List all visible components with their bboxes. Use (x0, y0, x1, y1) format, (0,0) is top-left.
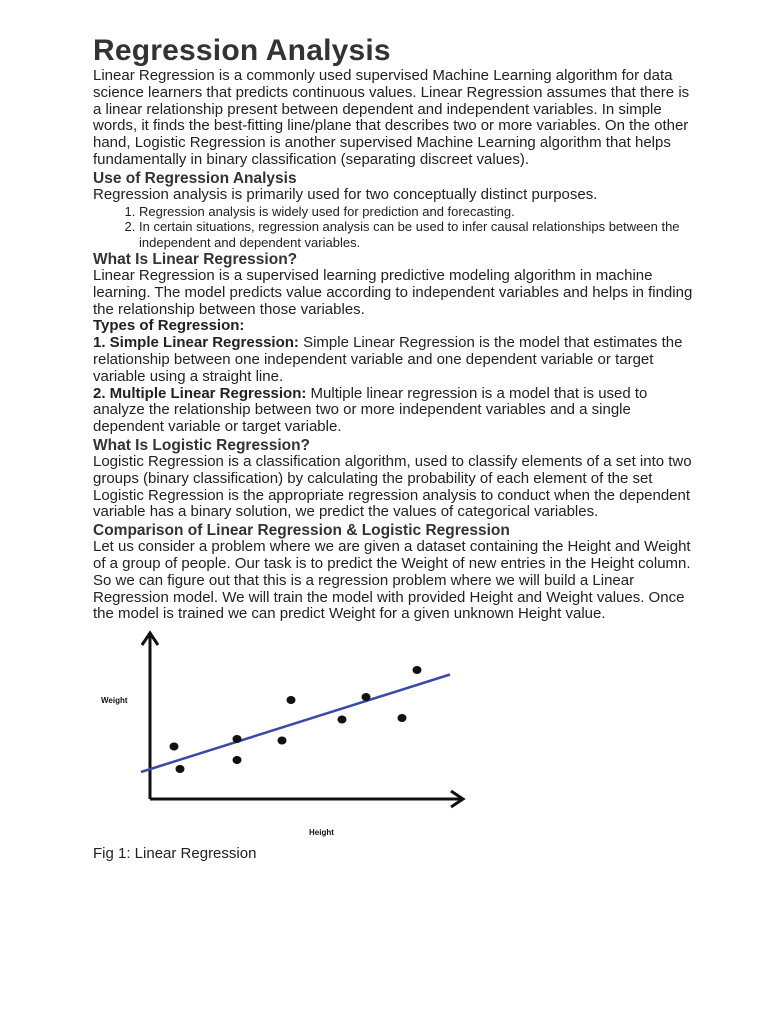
logistic-paragraph: Logistic Regression is a classification algorithm, used to classify elements of a set into two groups (binary classification) by calculating the probability of each element of the set Logistic Regression is the appropriate regression analysis to conduct when the dependent variable has a binary solution, we predict the values of categorical variables. (93, 453, 692, 521)
linear-paragraph: Linear Regression is a supervised learning predictive modeling algorithm in machine learning. The model predicts value according to independent variables and helps in finding the relationship between those variables. (93, 267, 693, 318)
list-item: 2. In certain situations, regression analysis can be used to infer causal relationships between the independent and dependent variables. (139, 219, 698, 250)
data-point (170, 743, 179, 751)
data-point (287, 696, 296, 704)
data-point (362, 693, 371, 701)
data-point (413, 666, 422, 674)
data-point (176, 765, 185, 773)
data-point (278, 737, 287, 745)
x-axis-label: Height (309, 828, 334, 838)
simple-regression-paragraph (93, 335, 698, 385)
use-list (93, 204, 698, 251)
types-heading: Types of Regression: (93, 317, 245, 335)
intro-paragraph: Linear Regression is a commonly used supervised Machine Learning algorithm for data science learners that predicts continuous values. Linear Regression assumes that there is a linear relationship present between dependent and independent variables. In simple words, it finds the best-fitting line/plane that describes two or more variables. On the other hand, Logistic Regression is another supervised Machine Learning algorithm that helps fundamentally in binary classification (separating discreet values). (93, 67, 690, 168)
data-point (233, 735, 242, 743)
scatter-chart (93, 629, 493, 843)
multiple-regression-text: Multiple linear regression is a model that is used to analyze the relationship between two or more independent variables and a single dependent variable or target variable. (93, 384, 648, 436)
document-title: Regression Analysis (93, 34, 391, 67)
comparison-paragraph-1: Let us consider a problem where we are given a dataset containing the Height and Weight of a group of people. Our task is to predict the Weight of new entries in the Height column. (93, 538, 691, 573)
multiple-regression-label: 2. Multiple Linear Regression: (93, 384, 307, 402)
fit-line (141, 675, 450, 773)
y-axis-label: Weight (101, 696, 128, 706)
data-point (398, 714, 407, 722)
figure-caption: Fig 1: Linear Regression (93, 845, 257, 863)
data-point (338, 716, 347, 724)
data-point (233, 756, 242, 764)
simple-regression-label: 1. Simple Linear Regression: (93, 334, 299, 352)
use-heading: Use of Regression Analysis (93, 169, 297, 187)
use-paragraph: Regression analysis is primarily used for two conceptually distinct purposes. (93, 185, 598, 203)
logistic-heading: What Is Logistic Regression? (93, 437, 311, 455)
multiple-regression-paragraph (93, 386, 698, 436)
comparison-heading: Comparison of Linear Regression & Logistic Regression (93, 522, 510, 540)
linear-heading: What Is Linear Regression? (93, 251, 298, 269)
list-item: 1. Regression analysis is widely used for prediction and forecasting. (139, 204, 698, 220)
comparison-paragraph-2: So we can figure out that this is a regression problem where we will build a Linear Regression model. We will train the model with provided Height and Weight values. Once the model is trained we can predict Weight for a given unknown Height value. (93, 571, 685, 623)
regression-figure (93, 629, 493, 843)
simple-regression-text: Simple Linear Regression is the model that estimates the relationship between one independent variable and one dependent variable or target variable using a straight line. (93, 334, 683, 385)
